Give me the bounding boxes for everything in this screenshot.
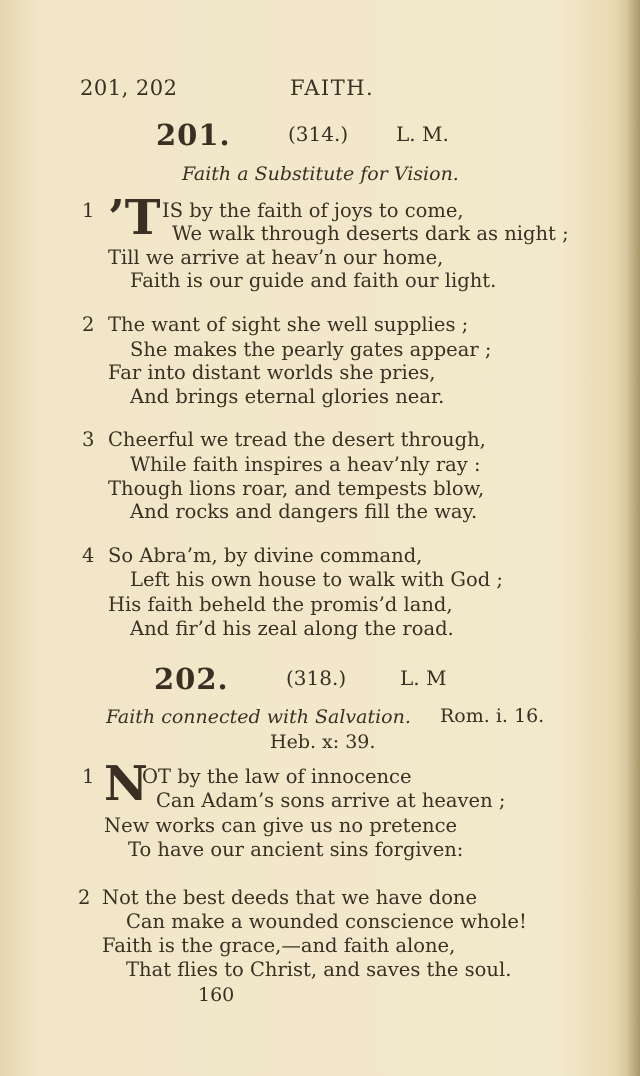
verse-line: And rocks and dangers fill the way. [130,500,478,523]
header-section-title: FAITH. [290,76,375,100]
hymn-201-ref: (314.) [288,122,349,146]
scripture-reference: Rom. i. 16. [440,705,545,727]
hymn-202-title: Faith connected with Salvation. [106,706,411,728]
verse-line: Faith is the grace,—and faith alone, [102,934,456,957]
verse-line: Far into distant worlds she pries, [108,361,436,384]
drop-cap: N [104,756,148,812]
verse-line: That flies to Christ, and saves the soul. [126,958,512,981]
stanza-number: 1 [82,199,95,222]
stanza-number: 3 [82,428,95,451]
verse-line: New works can give us no pretence [104,814,458,837]
verse-line: So Abra’m, by divine command, [108,544,423,567]
hymn-202-ref: (318.) [286,666,347,690]
hymn-202-number: 202. [154,662,229,696]
stanza-number: 2 [82,313,95,336]
verse-line: Cheerful we tread the desert through, [108,428,486,451]
stanza-number: 2 [78,886,91,909]
header-page-range: 201, 202 [80,76,178,100]
page-number: 160 [198,984,235,1006]
verse-line: And fir’d his zeal along the road. [130,617,454,640]
page-edge-shadow [626,0,640,1076]
scripture-reference-2: Heb. x: 39. [270,731,376,753]
stanza-number: 4 [82,544,95,567]
verse-line: To have our ancient sins forgiven: [128,838,464,861]
drop-cap: ’T [108,190,161,246]
verse-line: She makes the pearly gates appear ; [130,338,492,361]
verse-line: And brings eternal glories near. [130,385,445,408]
verse-line: Faith is our guide and faith our light. [130,269,497,292]
verse-line: The want of sight she well supplies ; [108,313,469,336]
verse-line: Can Adam’s sons arrive at heaven ; [156,789,506,812]
verse-line: While faith inspires a heav’nly ray : [130,453,481,476]
hymn-202-meter: L. M [400,666,447,690]
verse-line: We walk through deserts dark as night ; [172,222,569,245]
verse-line: Though lions roar, and tempests blow, [108,477,485,500]
verse-line: His faith beheld the promis’d land, [108,593,453,616]
hymn-201-meter: L. M. [396,122,449,146]
verse-line: Not the best deeds that we have done [102,886,478,909]
verse-line: Can make a wounded conscience whole! [126,910,527,933]
verse-line: Left his own house to walk with God ; [130,568,503,591]
verse-line: OT by the law of innocence [142,765,412,788]
hymn-201-title: Faith a Substitute for Vision. [182,163,459,185]
verse-line: Till we arrive at heav’n our home, [108,246,444,269]
verse-line: IS by the faith of joys to come, [162,199,464,222]
hymn-201-number: 201. [156,118,231,152]
stanza-number: 1 [82,765,95,788]
